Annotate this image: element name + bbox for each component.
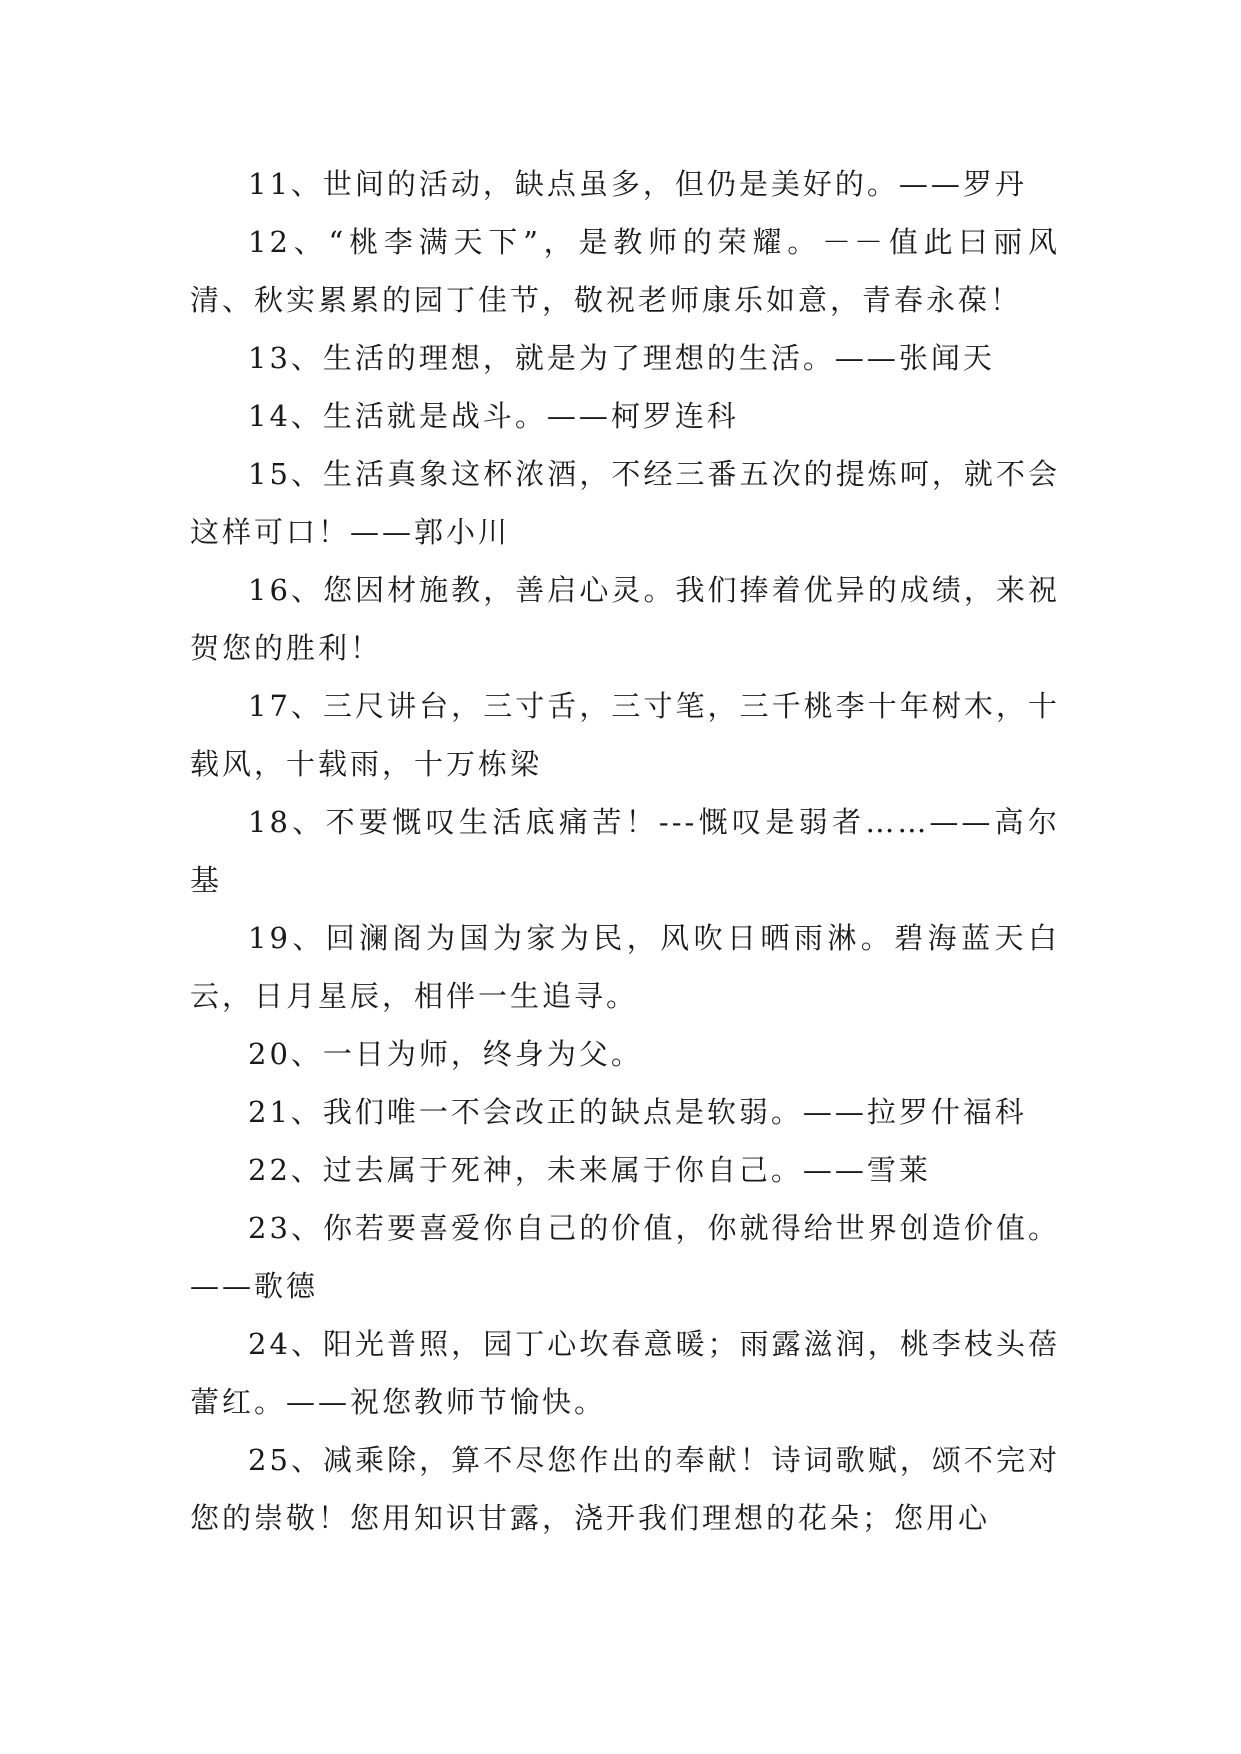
quote-paragraph: 17、三尺讲台，三寸舌，三寸笔，三千桃李十年树木，十载风，十载雨，十万栋梁 [190, 689, 1060, 781]
quote-paragraph: 13、生活的理想，就是为了理想的生活。——张闻天 [248, 341, 995, 375]
quote-paragraph: 11、世间的活动，缺点虽多，但仍是美好的。——罗丹 [248, 167, 1027, 201]
quote-paragraph: 24、阳光普照，园丁心坎春意暖；雨露滋润，桃李枝头蓓蕾红。——祝您教师节愉快。 [190, 1327, 1060, 1419]
quote-paragraph: 15、生活真象这杯浓酒，不经三番五次的提炼呵，就不会这样可口！——郭小川 [190, 457, 1060, 549]
quote-paragraph: 21、我们唯一不会改正的缺点是软弱。——拉罗什福科 [248, 1095, 1027, 1129]
quote-paragraph: 19、回澜阁为国为家为民，风吹日晒雨淋。碧海蓝天白云，日月星辰，相伴一生追寻。 [190, 921, 1060, 1013]
quote-paragraph: 12、“桃李满天下”，是教师的荣耀。－－值此曰丽风清、秋实累累的园丁佳节，敬祝老师康乐如意，青春永葆！ [190, 225, 1060, 317]
quote-paragraph: 22、过去属于死神，未来属于你自己。——雪莱 [248, 1153, 931, 1187]
quote-paragraph: 18、不要慨叹生活底痛苦！---慨叹是弱者……——高尔基 [190, 805, 1060, 897]
quote-paragraph: 16、您因材施教，善启心灵。我们捧着优异的成绩，来祝贺您的胜利！ [190, 573, 1060, 665]
quote-paragraph: 14、生活就是战斗。——柯罗连科 [248, 399, 739, 433]
quote-paragraph: 23、你若要喜爱你自己的价值，你就得给世界创造价值。——歌德 [190, 1211, 1060, 1303]
quote-paragraph: 25、减乘除，算不尽您作出的奉献！诗词歌赋，颂不完对您的崇敬！您用知识甘露，浇开我们理想的花朵；您用心 [190, 1443, 1060, 1535]
document-body [190, 155, 1060, 1547]
quote-paragraph: 20、一日为师，终身为父。 [248, 1037, 643, 1071]
